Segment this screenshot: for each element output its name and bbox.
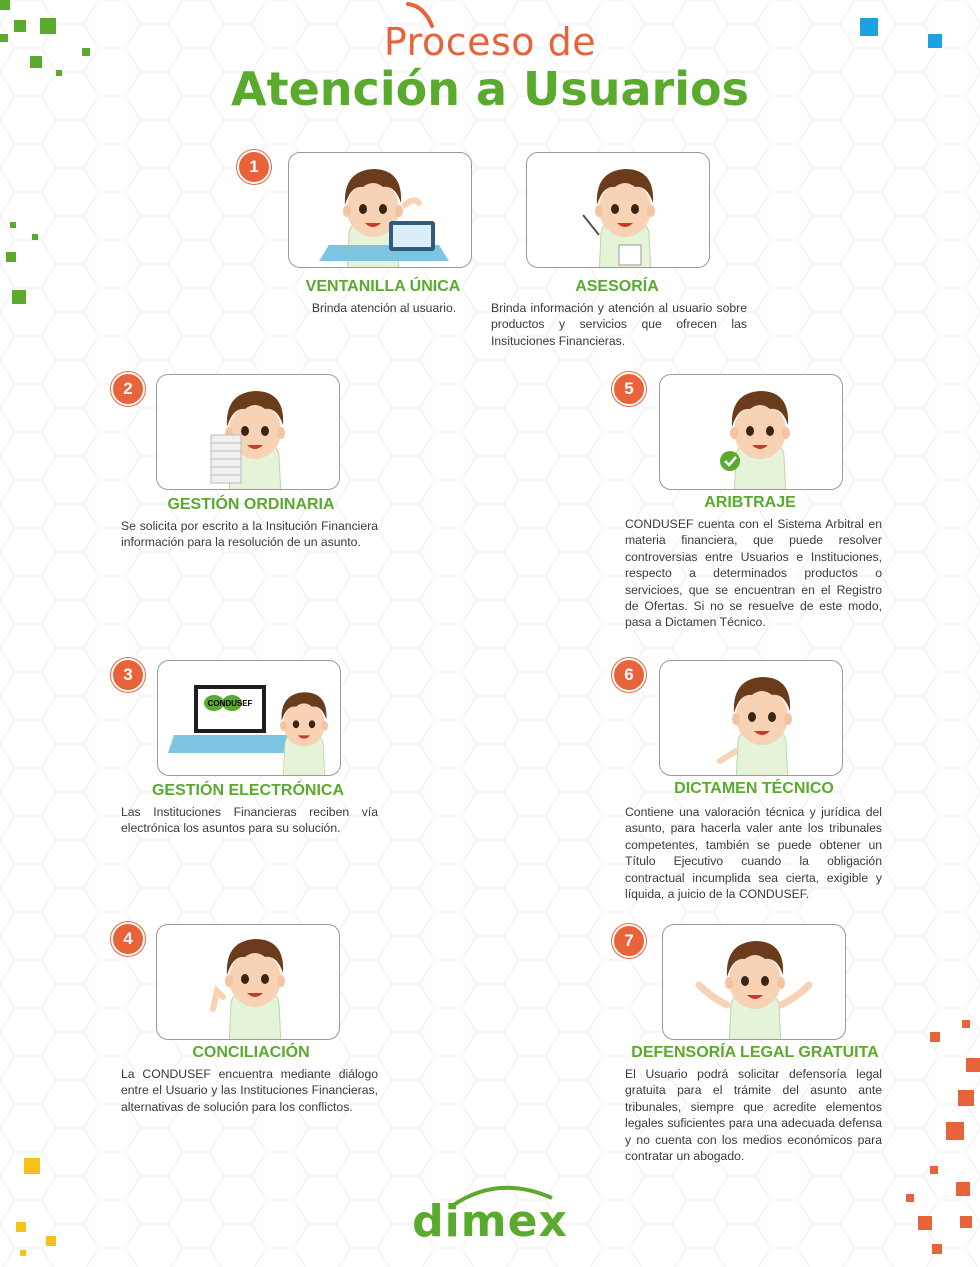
user-at-computer-illustration — [289, 153, 471, 267]
step-description: Las Instituciones Financieras reciben vía electrónica los asuntos para su solución. — [121, 805, 378, 836]
conciliation-illustration — [157, 925, 339, 1039]
step-number-badge: 6 — [612, 658, 646, 692]
step-number-badge: 2 — [111, 372, 145, 406]
illustration-card — [157, 660, 341, 776]
step-number-badge: 3 — [111, 658, 145, 692]
dimex-logo: dimex — [412, 1196, 568, 1247]
step-title: GESTIÓN ELECTRÓNICA — [151, 782, 344, 799]
step-title: VENTANILLA ÚNICA — [305, 278, 461, 295]
arc-accent-icon — [404, 0, 438, 30]
step-title: DICTAMEN TÉCNICO — [674, 780, 834, 797]
step-description: Se solicita por escrito a la Insitución Financiera información para la resolución de un asunto. — [121, 519, 378, 550]
screen-brand-text: CONDUSEF — [207, 699, 253, 708]
illustration-card — [156, 924, 340, 1040]
step-title: ASESORÍA — [575, 278, 659, 295]
step-title: ARIBTRAJE — [704, 494, 796, 511]
user-with-documents-illustration — [157, 375, 339, 489]
step-number-badge: 4 — [111, 922, 145, 956]
illustration-card — [659, 374, 843, 490]
legal-defense-illustration — [663, 925, 845, 1039]
page-title-top: Proceso de — [383, 20, 597, 64]
arbitration-illustration — [660, 375, 842, 489]
step-description: El Usuario podrá solicitar defensoría legal gratuita para el trámite del asunto ante tribunales, siempre que acredite elementos legales suficientes para una adecuada defensa y no cuenta con los medios económicos para contratar un abogado. — [625, 1067, 882, 1164]
illustration-card — [156, 374, 340, 490]
step-title: GESTIÓN ORDINARIA — [167, 496, 335, 513]
step-number-badge: 1 — [237, 150, 271, 184]
step-description: CONDUSEF cuenta con el Sistema Arbitral en materia financiera, que puede resolver controversias entre Usuarios e Instituciones, respecto a determinados productos o servicioes, que se encuentran en el Registro de Ofertas. Si no se resuelve de este modo, pasa a Dictamen Técnico. — [625, 517, 882, 630]
step-title: CONCILIACIÓN — [192, 1044, 310, 1061]
step-description: Brinda información y atención al usuario sobre productos y servicios que ofrecen las Insituciones Financieras. — [491, 301, 747, 348]
electronic-management-illustration — [158, 661, 340, 775]
step-description: La CONDUSEF encuentra mediante diálogo entre el Usuario y las Instituciones Financieras, alternativas de solución para los conflictos. — [121, 1067, 378, 1114]
illustration-card — [288, 152, 472, 268]
step-description: Brinda atención al usuario. — [311, 301, 457, 315]
step-description: Contiene una valoración técnica y jurídica del asunto, para hacerla valer ante los tribunales competentes, también se puede obtener un Título Ejecutivo cuando la obligación contractual incumplida sea cierta, exigible y líquida, a juicio de la CONDUSEF. — [625, 805, 882, 902]
step-number-badge: 7 — [612, 924, 646, 958]
illustration-card — [662, 924, 846, 1040]
step-number-badge: 5 — [612, 372, 646, 406]
page-title: Atención a Usuarios — [231, 62, 749, 116]
step-title: DEFENSORÍA LEGAL GRATUITA — [631, 1044, 879, 1061]
advisor-illustration — [527, 153, 709, 267]
illustration-card — [659, 660, 843, 776]
illustration-card — [526, 152, 710, 268]
technical-opinion-illustration — [660, 661, 842, 775]
